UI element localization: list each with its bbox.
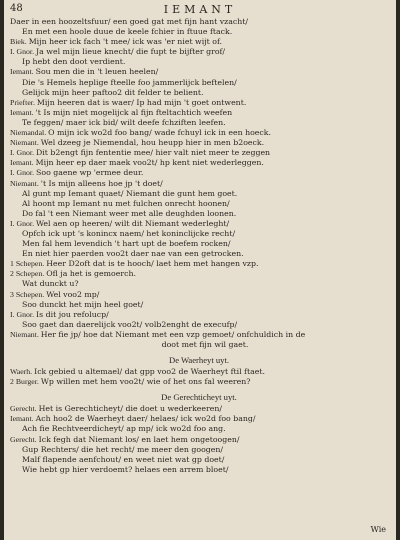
dialogue-block xyxy=(10,17,388,350)
speaker-name: Waerh. xyxy=(10,367,33,377)
text-line xyxy=(10,17,388,27)
section-heading-waerheyt: De Waerheyt uyt. xyxy=(168,355,229,366)
line-text: Te feggen/ maer ick bid/ wilt deefe fchziften leefen. xyxy=(22,117,226,127)
speaker-name: Niemant. xyxy=(10,329,39,339)
line-text: Is dit jou refolucp/ xyxy=(36,309,109,319)
line-text: Wel voo2 mp/ xyxy=(46,289,100,299)
speaker-name: 2 Burger. xyxy=(10,377,39,387)
text-line xyxy=(10,424,388,434)
text-line xyxy=(10,435,388,445)
text-line xyxy=(10,209,388,219)
page-header xyxy=(10,3,390,15)
line-text: Wel dzeeg je Niemendal, hou heupp hier in men b2oeck. xyxy=(40,138,265,148)
text-line xyxy=(10,78,388,88)
text-line xyxy=(10,229,388,239)
speaker-name: I. Gnor. xyxy=(10,47,35,57)
line-text: Wat dunckt u? xyxy=(22,279,79,289)
speaker-name: Iemant. xyxy=(10,414,34,424)
line-text: Sou men die in 't leuen heelen/ xyxy=(35,67,159,77)
line-text: Gelijck mijn heer paftoo2 dit felder te belient. xyxy=(22,87,204,97)
text-line xyxy=(10,219,388,229)
line-text: Ja wel mijn lieue knecht/ die fupt te bijfter grof/ xyxy=(36,47,226,57)
text-line xyxy=(10,88,388,98)
page-body xyxy=(10,17,388,475)
line-text: 't Is mijn niet mogelijck al fijn fteltachtich weefen xyxy=(35,107,233,117)
text-line xyxy=(10,445,388,455)
speaker-name: Gerecht. xyxy=(10,434,37,444)
text-line xyxy=(10,455,388,465)
text-line xyxy=(10,377,388,387)
text-line xyxy=(10,340,388,350)
line-text: Die 's Hemels heplige fteelle foo jammerlijck beftelen/ xyxy=(22,77,237,87)
text-line xyxy=(10,300,388,310)
speaker-name: Priefter. xyxy=(10,97,35,107)
text-line xyxy=(10,138,388,148)
speaker-name: Niemandal. xyxy=(10,128,47,138)
line-text: Men fal hem levendich 't hart upt de boefem rocken/ xyxy=(22,239,231,249)
speaker-name: Niemant. xyxy=(10,138,39,148)
speaker-name: Iemant. xyxy=(10,158,34,168)
text-line xyxy=(10,189,388,199)
page-number: 48 xyxy=(10,3,23,14)
speaker-name: 3 Schepen. xyxy=(10,289,45,299)
text-line xyxy=(10,367,388,377)
line-text: Soo gaet dan daerelijck voo2t/ volb2enght de execufp/ xyxy=(22,319,238,329)
text-line xyxy=(10,148,388,158)
text-line xyxy=(10,118,388,128)
catchword: Wie xyxy=(370,525,386,534)
text-line xyxy=(10,269,388,279)
line-text: Daer in een hoozeltsfuur/ een goed gat met fijn hant vzacht/ xyxy=(10,17,249,26)
text-line xyxy=(10,320,388,330)
speaker-name: I. Gnor. xyxy=(10,309,35,319)
text-line xyxy=(10,404,388,414)
line-text: Ick gebied u altemael/ dat gpp voo2 de Waerheyt ftil ftaet. xyxy=(34,367,265,377)
text-line xyxy=(10,158,388,168)
text-line xyxy=(10,67,388,77)
line-text: Opfch ick upt 's konincx naem/ het koninclijcke recht/ xyxy=(22,228,236,238)
line-text: Heer D2oft dat is te hooch/ laet hem met hangen vzp. xyxy=(46,259,259,269)
line-text: Ofl ja het is gemoerch. xyxy=(46,269,136,279)
line-text: En met een hoole duue de keele fchier in ftuue ftack. xyxy=(22,27,233,37)
line-text: Ip hebt den doot verdient. xyxy=(22,57,126,67)
text-line xyxy=(10,98,388,108)
line-text: Al hoont mp Iemant nu met fulchen onrecht hoonen/ xyxy=(22,198,230,208)
line-text: Gup Rechters/ die het recht/ me meer den googen/ xyxy=(22,444,224,454)
dialogue-block-gerechticheyt xyxy=(10,404,388,475)
speaker-name: Niemant. xyxy=(10,178,39,188)
dialogue-block-waerheyt xyxy=(10,367,388,387)
text-line xyxy=(10,47,388,57)
line-text: Mijn heer ep daer maek voo2t/ hp kent niet wederleggen. xyxy=(35,158,264,168)
text-line xyxy=(10,179,388,189)
line-text: Her fie jp/ hoe dat Niemant met een vzp gemoet/ onfchuldich in de xyxy=(40,329,306,339)
text-line xyxy=(10,259,388,269)
line-text: Ach fie Rechtveerdicheyt/ ap mp/ ick wo2d foo ang. xyxy=(22,424,226,434)
speaker-name: Biek. xyxy=(10,37,27,47)
line-text: Ach hoo2 de Waerheyt daer/ helaes/ ick wo2d foo bang/ xyxy=(35,414,256,424)
speaker-name: Gerecht. xyxy=(10,404,37,414)
line-text: doot met fijn wil gaet. xyxy=(161,340,249,349)
line-text: Soo dunckt het mijn heel goet/ xyxy=(22,299,144,309)
text-line xyxy=(10,57,388,67)
line-text: Het is Gerechticheyt/ die doet u wederkeeren/ xyxy=(38,404,223,414)
text-line xyxy=(10,108,388,118)
speaker-name: I. Gnor. xyxy=(10,218,35,228)
line-text: Dit b2engt fijn fententie mee/ hier valt niet meer te zeggen xyxy=(36,148,271,158)
speaker-name: I. Gnor. xyxy=(10,148,35,158)
line-text: 't Is mijn alleens hoe jp 't doet/ xyxy=(40,178,163,188)
text-line xyxy=(10,414,388,424)
text-line xyxy=(10,279,388,289)
section-heading-gerechticheyt: De Gerechticheyt uyt. xyxy=(161,392,237,403)
speaker-name: 1 Schepen. xyxy=(10,259,45,269)
speaker-name: I. Gnor. xyxy=(10,168,35,178)
line-text: O mijn ick wo2d foo bang/ wade fchuyl ick in een hoeck. xyxy=(48,128,271,138)
line-text: Malf flapende aenfchout/ en weet niet wat gp doet/ xyxy=(22,454,225,464)
line-text: Wp willen met hem voo2t/ wie of het ons fal weeren? xyxy=(40,377,251,387)
speaker-name: Iemant. xyxy=(10,107,34,117)
speaker-name: 2 Schepen. xyxy=(10,269,45,279)
text-line xyxy=(10,465,388,475)
line-text: Ick fegh dat Niemant los/ en laet hem ongetoogen/ xyxy=(38,434,240,444)
line-text: Soo gaene wp 'ermee deur. xyxy=(36,168,144,178)
text-line xyxy=(10,330,388,340)
line-text: Wie hebt gp hier verdoemt? helaes een arrem bloet/ xyxy=(22,464,229,474)
book-page xyxy=(4,0,396,540)
text-line xyxy=(10,310,388,320)
text-line xyxy=(10,239,388,249)
line-text: Al gunt mp Iemant quaet/ Niemant die gunt hem goet. xyxy=(22,188,238,198)
text-line xyxy=(10,199,388,209)
text-line xyxy=(10,249,388,259)
text-line xyxy=(10,27,388,37)
text-line xyxy=(10,37,388,47)
line-text: Mijn heeren dat is waer/ Ip had mijn 't goet ontwent. xyxy=(36,97,247,107)
text-line xyxy=(10,290,388,300)
line-text: En niet hier paerden voo2t daer nae van een getrocken. xyxy=(22,249,244,259)
running-head: IEMANT xyxy=(163,3,237,16)
text-line xyxy=(10,168,388,178)
text-line xyxy=(10,128,388,138)
line-text: Wel aen op heeren/ wilt dit Niemant wederleght/ xyxy=(36,218,230,228)
line-text: Mijn heer ick fach 't mee/ ick was 'er niet wijt of. xyxy=(28,37,223,47)
speaker-name: Iemant. xyxy=(10,67,34,77)
line-text: Do fal 't een Niemant weer met alle deughden loonen. xyxy=(22,208,237,218)
